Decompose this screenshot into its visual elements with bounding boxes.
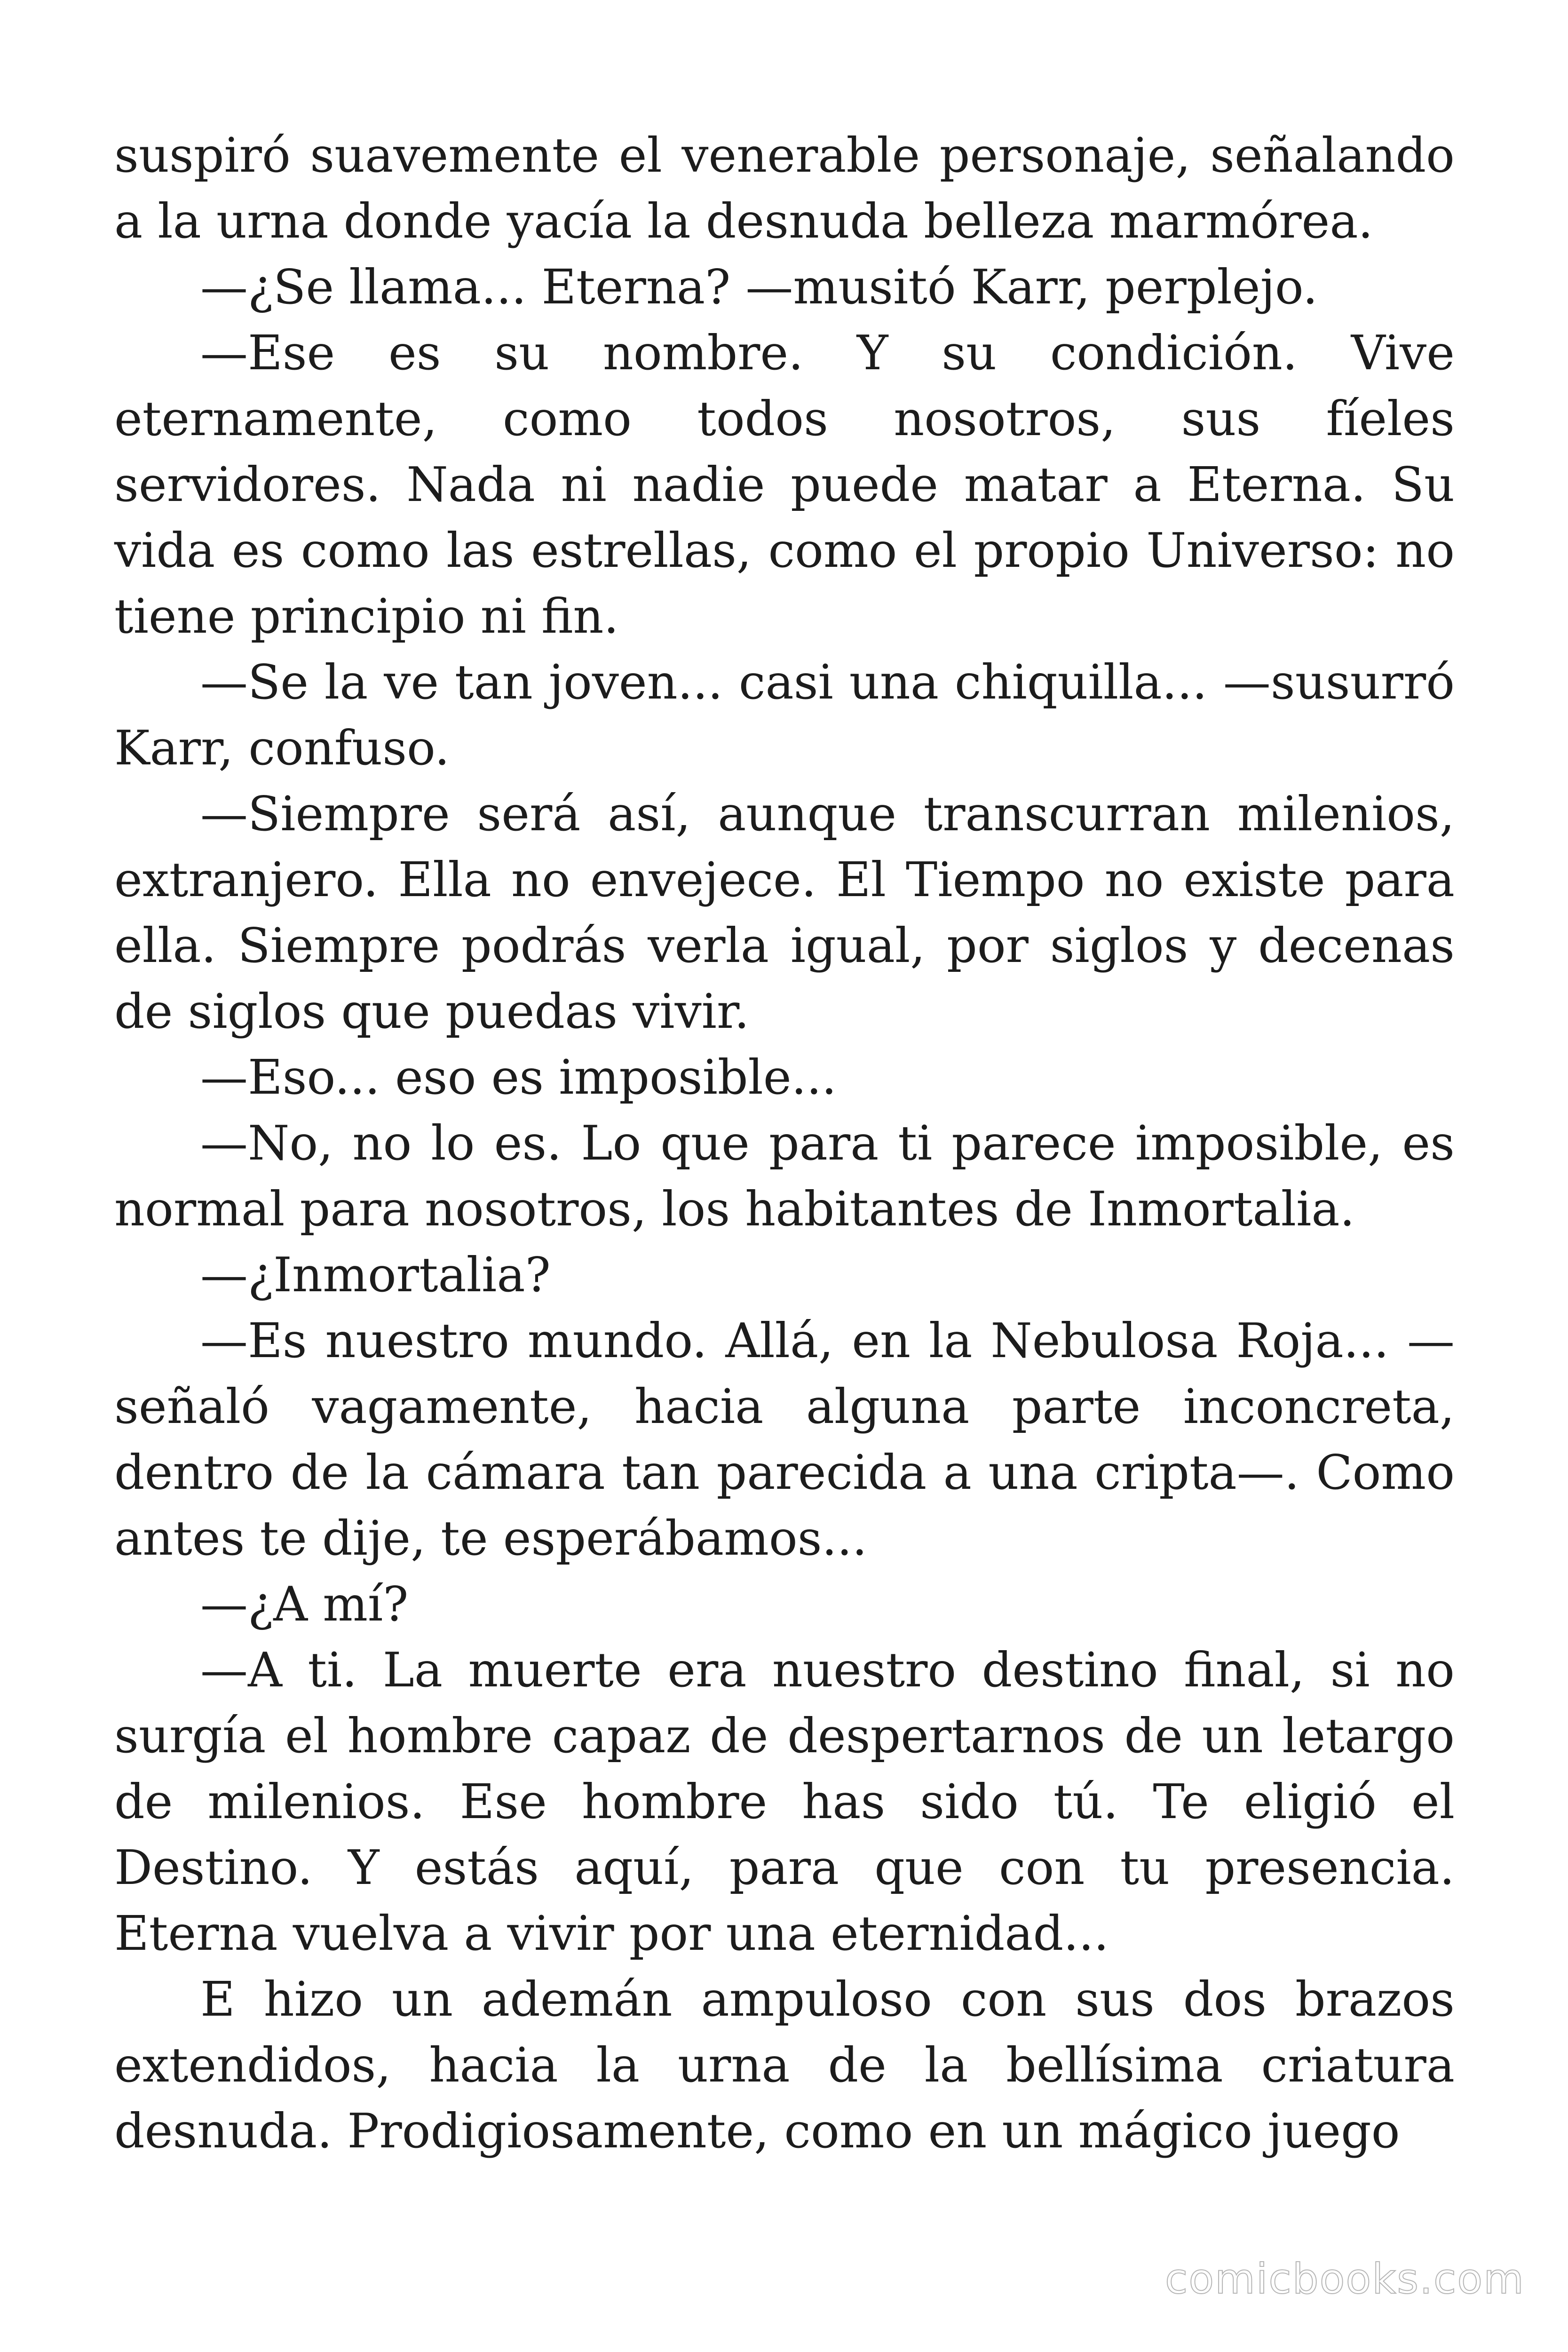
paragraph-4: —Se la ve tan joven... casi una chiquilla... —susurró Karr, confuso. (114, 654, 1455, 776)
paragraph-2: —¿Se llama... Eterna? —musitó Karr, perplejo. (200, 259, 1318, 315)
paragraph-1: suspiró suavemente el venerable personaje, señalando a la urna donde yacía la desnuda belleza marmórea. (114, 127, 1455, 249)
paragraph-11: —A ti. La muerte era nuestro destino final, si no surgía el hombre capaz de despertarnos de un letargo de milenios. Ese hombre has sido tú. Te eligió el Destino. Y estás aquí, para que con tu presencia. Eterna vuelva a vivir por una eternidad... (114, 1642, 1455, 1961)
site-watermark: comicbooks.com (1164, 2255, 1525, 2303)
paragraph-5: —Siempre será así, aunque transcurran milenios, extranjero. Ella no envejece. El Tiempo no existe para ella. Siempre podrás verla igual, por siglos y decenas de siglos que puedas vivir. (114, 786, 1455, 1039)
paragraph-3: —Ese es su nombre. Y su condición. Vive eternamente, como todos nosotros, sus fíeles servidores. Nada ni nadie puede matar a Eterna. Su vida es como las estrellas, como el propio Universo: no tiene principio ni fin. (114, 325, 1455, 644)
paragraph-9: —Es nuestro mundo. Allá, en la Nebulosa Roja... —señaló vagamente, hacia alguna parte inconcreta, dentro de la cámara tan parecida a una cripta—. Como antes te dije, te esperábamos... (114, 1313, 1455, 1566)
paragraph-6: —Eso... eso es imposible... (200, 1049, 837, 1105)
book-page (114, 122, 1455, 2192)
paragraph-12: E hizo un ademán ampuloso con sus dos brazos extendidos, hacia la urna de la bellísima criatura desnuda. Prodigiosamente, como en un mágico juego (114, 1971, 1455, 2159)
paragraph-7: —No, no lo es. Lo que para ti parece imposible, es normal para nosotros, los habitantes de Inmortalia. (114, 1115, 1455, 1237)
paragraph-8: —¿Inmortalia? (200, 1247, 551, 1303)
paragraph-10: —¿A mí? (200, 1576, 409, 1632)
